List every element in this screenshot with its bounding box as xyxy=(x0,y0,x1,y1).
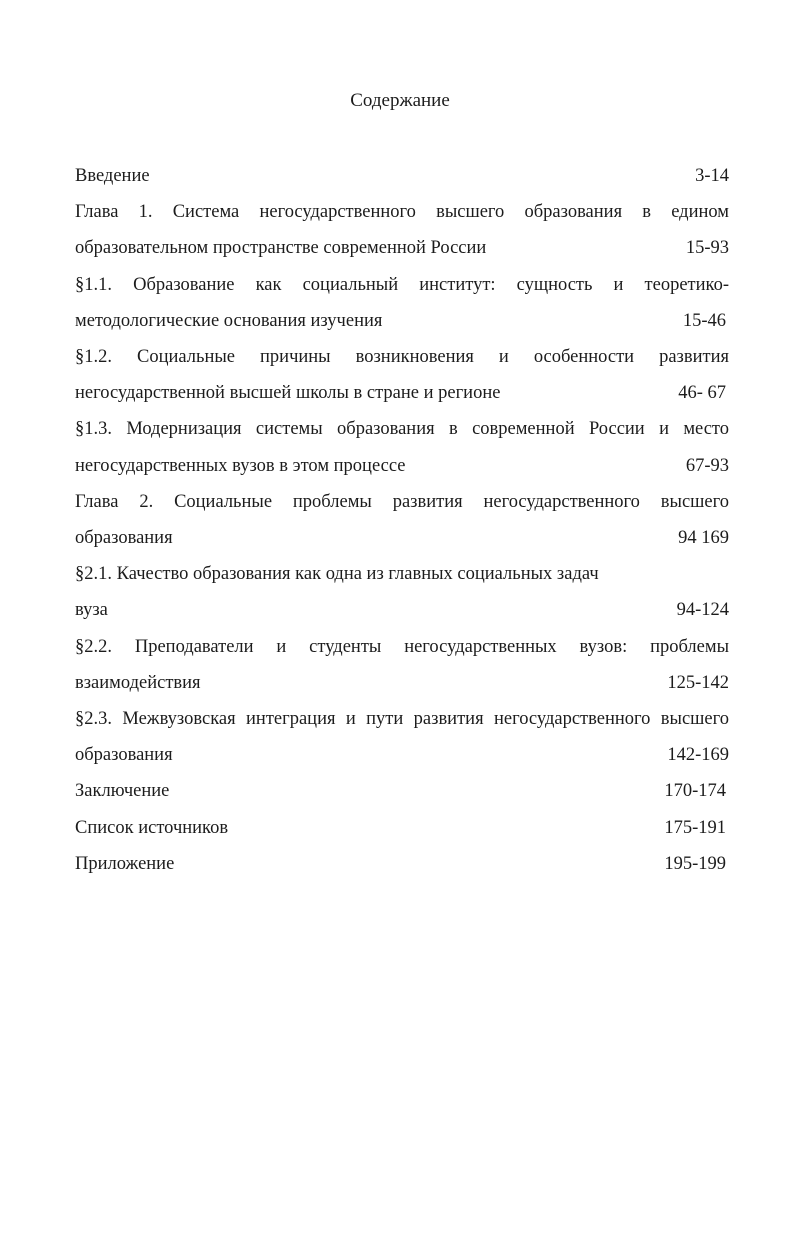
toc-entry-title-line: §1.1. Образование как социальный институт: сущность и теоретико- xyxy=(75,274,729,295)
toc-entry-title-continued: образовательном пространстве современной России xyxy=(75,238,487,259)
toc-entry-introduction[interactable] xyxy=(75,158,729,194)
table-of-contents xyxy=(75,158,729,882)
toc-entry-title-line: §1.3. Модернизация системы образования в современной России и место xyxy=(75,419,729,440)
toc-line xyxy=(75,303,729,339)
toc-entry-title-continued: вуза xyxy=(75,600,108,621)
toc-entry-title: Приложение xyxy=(75,853,175,874)
toc-entry-appendix[interactable] xyxy=(75,846,729,882)
toc-entry-section-2-2[interactable] xyxy=(75,629,729,701)
toc-page-range: 46- 67 xyxy=(678,383,726,404)
toc-entry-title-line: §2.3. Межвузовская интеграция и пути развития негосударственного высшего xyxy=(75,709,729,730)
toc-page-range: 195-199 xyxy=(664,853,726,874)
toc-entry-chapter-1[interactable] xyxy=(75,194,729,266)
toc-page-range: 15-93 xyxy=(685,238,729,259)
toc-line xyxy=(75,230,729,266)
toc-entry-section-2-3[interactable] xyxy=(75,701,729,773)
toc-line xyxy=(75,737,729,773)
toc-entry-section-1-2[interactable] xyxy=(75,339,729,411)
toc-entry-title-continued: взаимодействия xyxy=(75,672,201,693)
toc-entry-title-continued: образования xyxy=(75,745,173,766)
toc-page-range: 142-169 xyxy=(667,745,729,766)
toc-line xyxy=(75,448,729,484)
toc-entry-title-continued: негосударственной высшей школы в стране и регионе xyxy=(75,383,501,404)
toc-entry-title-continued: негосударственных вузов в этом процессе xyxy=(75,455,406,476)
toc-page-range: 15-46 xyxy=(682,310,726,331)
toc-entry-title: Заключение xyxy=(75,781,170,802)
toc-entry-title: Введение xyxy=(75,166,150,186)
toc-line xyxy=(75,665,729,701)
toc-entry-title: Список источников xyxy=(75,817,229,838)
toc-page-range: 125-142 xyxy=(667,672,729,693)
toc-line xyxy=(75,810,729,846)
toc-entry-conclusion[interactable] xyxy=(75,773,729,809)
toc-page-range: 3-14 xyxy=(695,166,729,186)
toc-entry-title-line: §1.2. Социальные причины возникновения и особенности развития xyxy=(75,347,729,368)
toc-entry-title-line: §2.1. Качество образования как одна из главных социальных задач xyxy=(75,564,599,585)
toc-entry-title-line: Глава 2. Социальные проблемы развития негосударственного высшего xyxy=(75,491,729,512)
toc-page-range: 94 169 xyxy=(678,528,729,549)
toc-entry-title-line: §2.2. Преподаватели и студенты негосударственных вузов: проблемы xyxy=(75,636,729,657)
toc-page-range: 170-174 xyxy=(664,781,726,802)
page-title: Содержание xyxy=(350,90,450,111)
toc-entry-chapter-2[interactable] xyxy=(75,484,729,556)
toc-line xyxy=(75,158,729,194)
toc-entry-section-1-1[interactable] xyxy=(75,267,729,339)
toc-line xyxy=(75,773,729,809)
toc-entry-sources[interactable] xyxy=(75,810,729,846)
toc-entry-title-continued: методологические основания изучения xyxy=(75,310,383,331)
toc-entry-title-continued: образования xyxy=(75,528,173,549)
toc-entry-section-2-1[interactable] xyxy=(75,556,729,628)
toc-page-range: 67-93 xyxy=(685,455,729,476)
toc-entry-section-1-3[interactable] xyxy=(75,411,729,483)
toc-page-range: 175-191 xyxy=(664,817,726,838)
toc-line xyxy=(75,592,729,628)
toc-line xyxy=(75,846,729,882)
toc-line xyxy=(75,375,729,411)
toc-line xyxy=(75,520,729,556)
toc-entry-title-line: Глава 1. Система негосударственного высшего образования в едином xyxy=(75,202,729,223)
toc-page-range: 94-124 xyxy=(676,600,729,621)
